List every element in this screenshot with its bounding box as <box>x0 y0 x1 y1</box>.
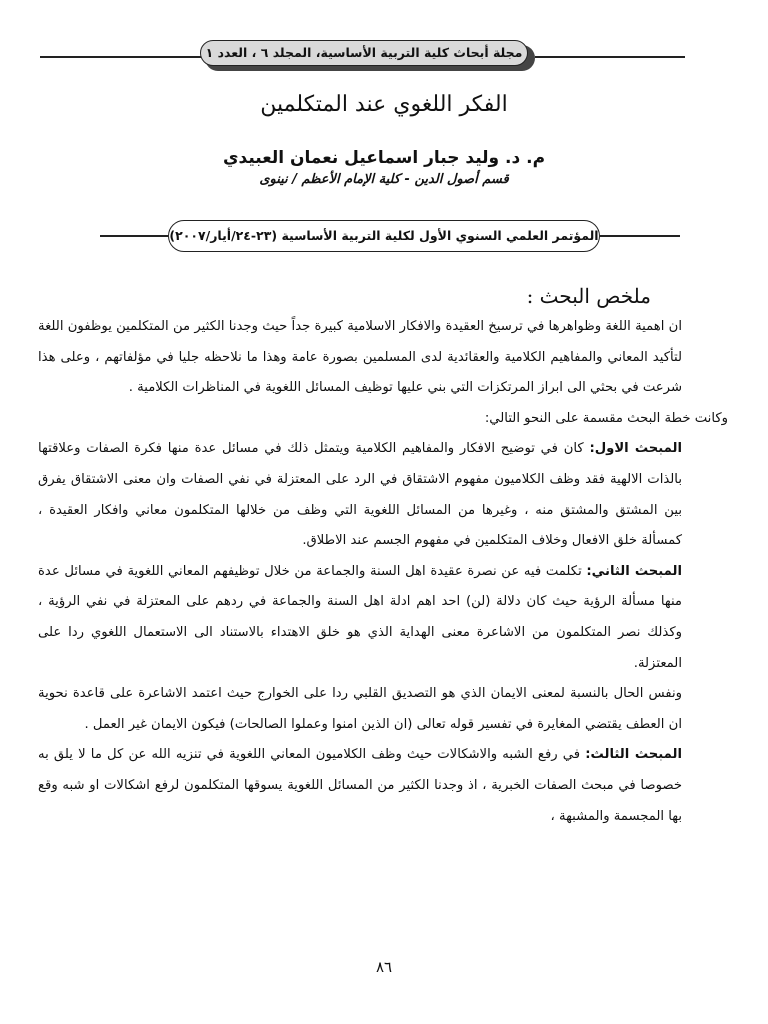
paragraph: ان اهمية اللغة وظواهرها في ترسيخ العقيدة والافكار الاسلامية كبيرة جداً حيث وجدنا الكثير من المتكلمين يوظفون اللغة لتأكيد المعاني والمفاهيم الكلامية والعقائدية لدى المسلمين بصورة عامة وهذا ما نلاحظه جليا في مؤلفاتهم ، وعلى هذا شرعت في بحثي الى ابراز المرتكزات التي بني عليها توظيف المسائل اللغوية في المناظرات الكلامية . <box>38 319 682 396</box>
header-rule-right <box>535 56 685 58</box>
conference-box <box>168 220 600 252</box>
author-affiliation: قسم أصول الدين - كلية الإمام الأعظم / نينوى <box>259 172 509 187</box>
journal-header <box>200 40 530 70</box>
paragraph-text: في رفع الشبه والاشكالات حيث وظف الكلاميون المعاني اللغوية في تنزيه الله عن كل ما لا يلق به خصوصا في مبحث الصفات الخبرية ، اذ وجدنا الكثير من المسائل اللغوية يسوقها المتكلمون لرفع اشكالات او شبه وقع بها المجسمة والمشبهة ، <box>38 747 682 824</box>
paragraph-text: تكلمت فيه عن نصرة عقيدة اهل السنة والجماعة من خلال توظيفهم المعاني اللغوية في مسائل عدة منها مسألة الرؤية حيث كان دلالة (لن) احد اهم ادلة اهل السنة والجماعة في ردهم على المعتزلة في نفي الرؤية ، وكذلك نصر المتكلمون من الاشاعرة معنى الهداية الذي هو خلق الاهتداء بالاستناد الى الاستعمال اللغوي ردا على المعتزلة. <box>38 563 682 671</box>
journal-header-label: مجلة أبحاث كلية التربية الأساسية، المجلد ٦ ، العدد ١ <box>200 40 528 66</box>
header-rule-left <box>40 56 202 58</box>
author-name: م. د. وليد جبار اسماعيل نعمان العبيدي <box>222 148 546 168</box>
abstract-heading: ملخص البحث : <box>526 284 651 308</box>
abstract-body <box>38 312 728 832</box>
section-label: المبحث الثاني: <box>586 563 682 579</box>
paragraph <box>38 740 728 832</box>
paragraph-text: كان في توضيح الافكار والمفاهيم الكلامية ويتمثل ذلك في مسائل عدة منها فكرة الصفات وعلاقتها بالذات الالهية فقد وظف الكلاميون مفهوم الاشتقاق في الرد على المعتزلة في نفي الصفات وان معنى الاشتقاق يفرق بين المشتق والمشتق منه ، وغيرها من المسائل اللغوية التي وظف من خلالها المتكلمون معاني وافكار العقيدة ، كمسألة خلق الافعال وخلاف المتكلمين في مفهوم الجسم عند الاطلاق. <box>38 441 682 549</box>
paragraph: ونفس الحال بالنسبة لمعنى الايمان الذي هو التصديق القلبي ردا على الخوارج حيث اعتمد الاشاعرة على قاعدة نحوية ان العطف يقتضي المغايرة في تفسير قوله تعالى (ان الذين امنوا وعملوا الصالحات) فيكون الايمان غير العمل . <box>38 686 682 732</box>
page-number: ٨٦ <box>375 958 393 976</box>
section-label: المبحث الاول: <box>589 441 682 457</box>
paragraph <box>38 557 728 679</box>
conference-rule-right <box>600 235 680 237</box>
conference-rule-left <box>100 235 168 237</box>
paragraph: وكانت خطة البحث مقسمة على النحو التالي: <box>484 410 728 426</box>
conference-label: المؤتمر العلمي السنوي الأول لكلية التربية الأساسية (٢٣-٢٤/أيار/٢٠٠٧) <box>169 228 599 243</box>
section-label: المبحث الثالث: <box>585 747 682 763</box>
paragraph <box>38 434 728 556</box>
paper-title: الفكر اللغوي عند المتكلمين <box>260 92 508 117</box>
